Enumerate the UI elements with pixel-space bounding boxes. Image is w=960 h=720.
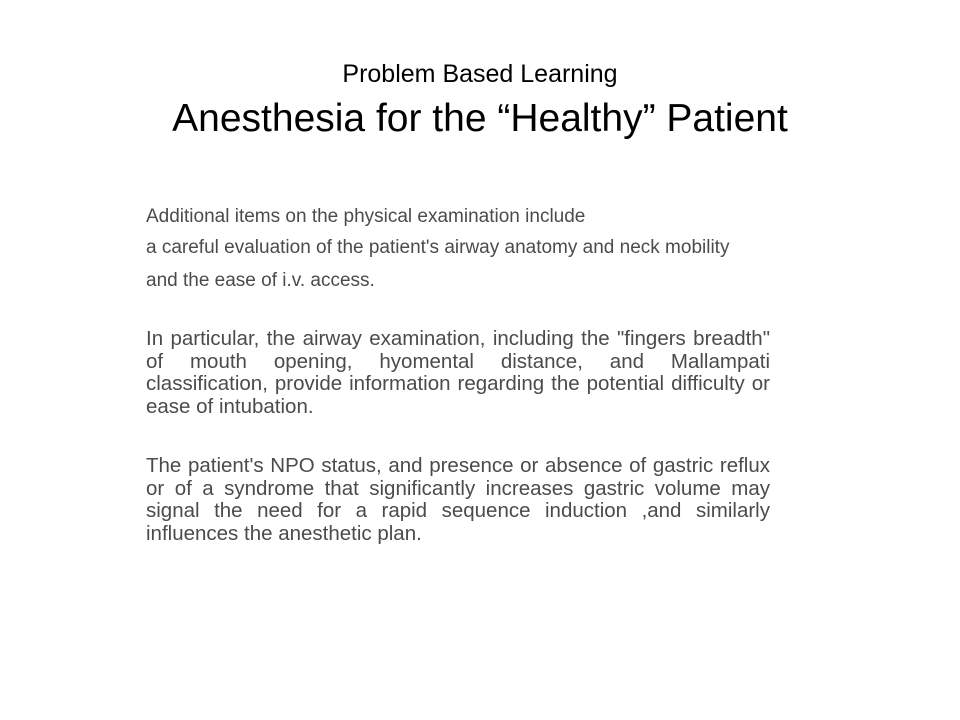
body-paragraph-airway: In particular, the airway examination, including the "fingers breadth" of mouth opening, hyomental distance, and Mallampati classification, provide information regarding the potential difficulty or ease of intubation.	[146, 327, 770, 418]
title-block	[40, 58, 920, 144]
body-paragraph-npo: The patient's NPO status, and presence or absence of gastric reflux or of a syndrome that significantly increases gastric volume may signal the need for a rapid sequence induction ,and similarly influences the anesthetic plan.	[146, 454, 770, 545]
body-paragraph-3: and the ease of i.v. access.	[146, 270, 375, 291]
body-paragraph-2: a careful evaluation of the patient's airway anatomy and neck mobility	[146, 237, 730, 258]
slide-subtitle: Problem Based Learning	[342, 60, 618, 88]
slide-body	[146, 206, 770, 545]
body-paragraph-1: Additional items on the physical examination include	[146, 206, 586, 227]
slide-title: Anesthesia for the “Healthy” Patient	[172, 97, 788, 140]
